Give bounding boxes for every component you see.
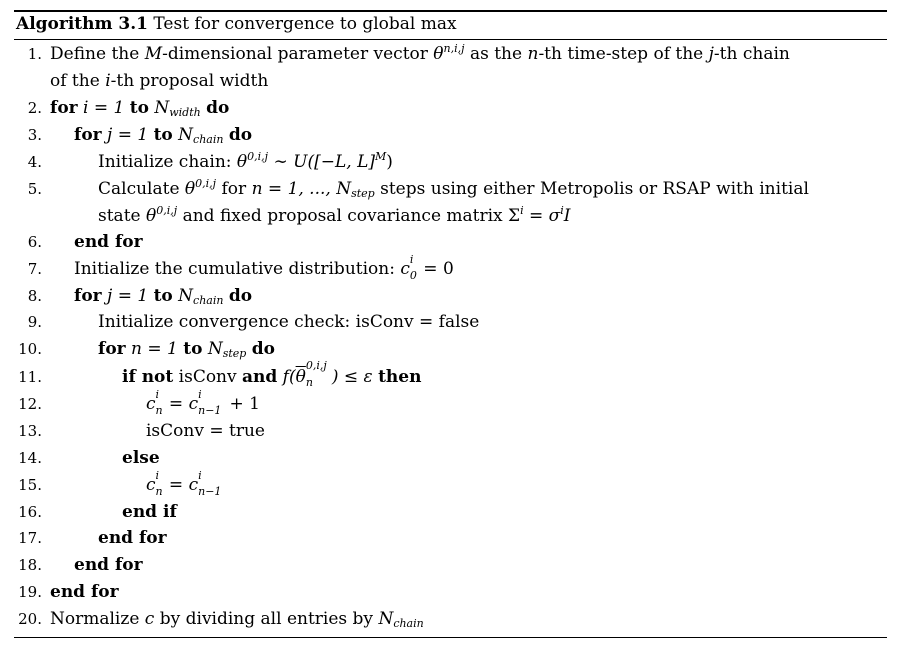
line-number: 6. <box>27 233 42 251</box>
line-number: 14. <box>18 449 42 467</box>
line-number: 15. <box>18 476 42 494</box>
line-text: Define the M-dimensional parameter vector $\theta^{n,i,j}$ as the n-th time-step of the j-th chain <box>50 42 790 64</box>
line-number: 7. <box>27 260 42 278</box>
line-number: 4. <box>27 153 42 171</box>
line-number: 17. <box>18 529 42 547</box>
caption-rule <box>14 39 887 40</box>
line-number: 19. <box>18 583 42 601</box>
bottom-rule <box>14 637 887 638</box>
algorithm-caption <box>16 12 457 36</box>
line-text: of the i-th proposal width <box>50 71 269 91</box>
line-number: 5. <box>27 180 42 198</box>
line-number: 20. <box>18 610 42 628</box>
algorithm-title: Test for convergence to global max <box>153 14 457 34</box>
line-number: 2. <box>27 99 42 117</box>
line-number: 13. <box>18 422 42 440</box>
line-number: 8. <box>27 287 42 305</box>
algorithm-label: Algorithm 3.1 <box>16 14 148 34</box>
line-number: 10. <box>18 340 42 358</box>
line-number: 9. <box>27 313 42 331</box>
line-number: 11. <box>18 368 42 386</box>
line-number: 1. <box>27 45 42 63</box>
line-number: 12. <box>18 395 42 413</box>
line-number: 18. <box>18 556 42 574</box>
line-number: 3. <box>27 126 42 144</box>
line-number: 16. <box>18 503 42 521</box>
